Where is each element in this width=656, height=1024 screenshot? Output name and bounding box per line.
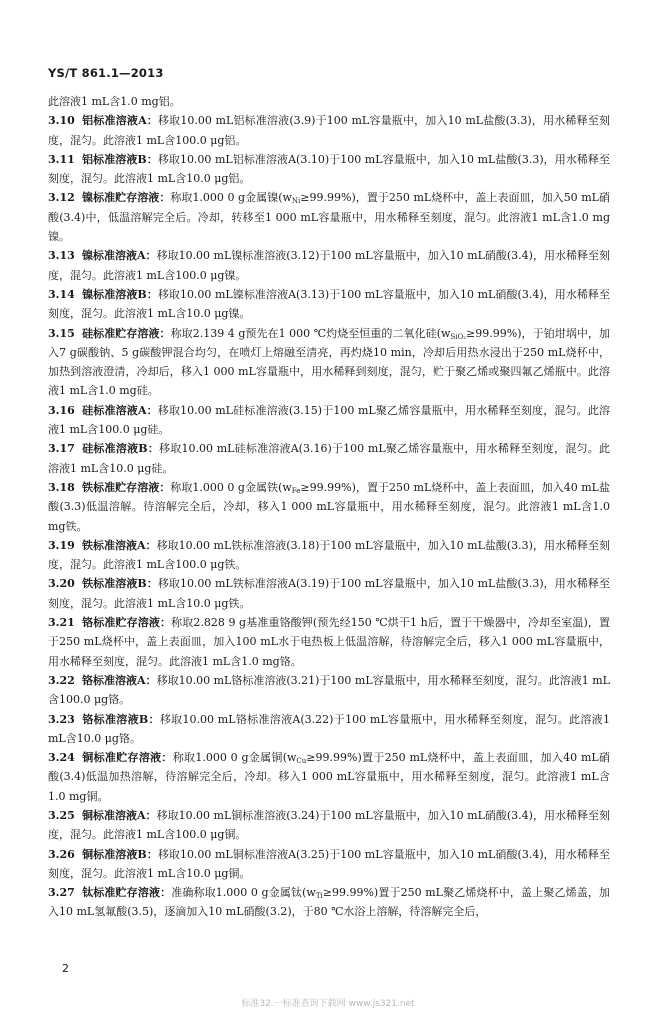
- clause-text: 移取10.00 mL铁标准溶液A(3.19)于100 mL容量瓶中，加入10 mL盐酸(3.3)，用水稀释至刻度，混匀。此溶液1 mL含10.0 μg铁。: [48, 577, 610, 610]
- watermark-footer: 标准32.一标准查询下载网 www.js321.net: [241, 999, 415, 1009]
- clause-paragraph: [48, 613, 610, 671]
- clause-text: 移取10.00 mL铜标准溶液A(3.25)于100 mL容量瓶中，加入10 mL硝酸(3.4)，用水稀释至刻度，混匀。此溶液1 mL含10.0 μg铜。: [48, 847, 610, 880]
- clause-term: 铁标准溶液B：: [82, 577, 158, 591]
- clause-text: 移取10.00 mL铁标准溶液(3.18)于100 mL容量瓶中，加入10 mL盐酸(3.3)，用水稀释至刻度，混匀。此溶液1 mL含100.0 μg铁。: [48, 538, 610, 572]
- element-subscript: SiO₂: [450, 332, 467, 341]
- element-subscript: Cu: [296, 757, 307, 766]
- clause-number: 3.21: [48, 616, 75, 630]
- clause-number: 3.22: [48, 673, 75, 687]
- clause-term: 铬标准溶液B：: [82, 712, 160, 726]
- clause-number: 3.16: [48, 403, 75, 417]
- clause-term: 镍标准溶液B：: [82, 287, 158, 301]
- clause-term: 铜标准贮存溶液：: [82, 751, 173, 765]
- clause-number: 3.11: [48, 152, 75, 166]
- clause-text: 移取10.00 mL硅标准溶液A(3.16)于100 mL聚乙烯容量瓶中，用水稀释至刻度，混匀。此溶液1 mL含10.0 μg硅。: [48, 442, 610, 475]
- clause-number: 3.26: [48, 847, 75, 861]
- clause-paragraph: [48, 671, 610, 710]
- clause-text: 移取10.00 mL铝标准溶液(3.9)于100 mL容量瓶中，加入10 mL盐酸(3.3)，用水稀释至刻度，混匀。此溶液1 mL含100.0 μg铝。: [48, 114, 610, 147]
- clause-term: 铜标准溶液A：: [82, 808, 157, 822]
- clause-text-pre: 称取1.000 0 g金属镍(w: [170, 191, 292, 205]
- document-body: [48, 92, 610, 922]
- clause-text: 移取10.00 mL硅标准溶液(3.15)于100 mL聚乙烯容量瓶中，用水稀释至刻度，混匀。此溶液1 mL含100.0 μg硅。: [48, 403, 610, 437]
- clause-paragraph: [48, 246, 610, 285]
- clause-paragraph: [48, 574, 610, 613]
- clause-text-pre: 称取1.000 0 g金属铜(w: [172, 751, 297, 765]
- element-subscript: Fe: [291, 486, 301, 495]
- clause-term: 铁标准贮存溶液：: [82, 480, 171, 494]
- clause-paragraph: [48, 188, 610, 246]
- clause-text: ≥99.99%)，于铂坩埚中，加入7 g碳酸钠、5 g碳酸钾混合均匀，在喷灯上熔融至清亮，再灼烧10 min，冷却后用热水浸出于250 mL烧杯中，加热到溶液澄清，冷却后，移入1 000 mL容量瓶中，用水稀释到刻度，混匀，贮于聚乙烯或聚四氟乙烯瓶中。此溶液1 mL含1.0 mg硅。: [48, 326, 611, 398]
- clause-paragraph: [48, 401, 610, 440]
- clause-text: 移取10.00 mL镍标准溶液A(3.13)于100 mL容量瓶中，加入10 mL硝酸(3.4)，用水稀释至刻度，混匀。此溶液1 mL含10.0 μg镍。: [48, 287, 610, 321]
- clause-text: 移取10.00 mL铬标准溶液(3.21)于100 mL容量瓶中，用水稀释至刻度，混匀。此溶液1 mL含100.0 μg铬。: [48, 673, 610, 707]
- clause-term: 铬标准溶液A：: [82, 673, 157, 687]
- clause-number: 3.15: [48, 326, 75, 340]
- clause-term: 镍标准贮存溶液：: [82, 191, 171, 205]
- clause-text: 此溶液1 mL含1.0 mg铝。: [48, 95, 181, 108]
- clause-term: 硅标准贮存溶液：: [82, 326, 171, 340]
- clause-paragraph: [48, 285, 610, 324]
- clause-term: 铁标准溶液A：: [82, 538, 157, 552]
- clause-term: 铝标准溶液B：: [82, 152, 158, 166]
- clause-paragraph: [48, 150, 610, 189]
- clause-text: 移取10.00 mL铜标准溶液(3.24)于100 mL容量瓶中，加入10 mL硝酸(3.4)，用水稀释至刻度，混匀。此溶液1 mL含100.0 μg铜。: [48, 808, 610, 842]
- clause-paragraph: [48, 883, 610, 922]
- clause-term: 铝标准溶液A：: [82, 114, 158, 128]
- clause-term: 硅标准溶液A：: [82, 403, 158, 417]
- clause-number: 3.20: [48, 577, 75, 591]
- clause-text: ≥99.99%)，置于250 mL烧杯中，盖上表面皿，加入50 mL硝酸(3.4)中，低温溶解完全后。冷却，转移至1 000 mL容量瓶中，用水稀释至刻度，混匀。此溶液1 mL含1.0 mg镍。: [48, 191, 610, 244]
- clause-text: ≥99.99%)置于250 mL聚乙烯烧杯中，盖上聚乙烯盖，加入10 mL氢氟酸(3.5)，逐滴加入10 mL硝酸(3.2)，于80 ℃水浴上溶解，待溶解完全后，: [48, 886, 611, 919]
- clause-paragraph: [48, 439, 610, 478]
- page-number: 2: [62, 962, 69, 975]
- clause-number: 3.25: [48, 808, 75, 822]
- clause-term: 硅标准溶液B：: [82, 442, 160, 456]
- clause-paragraph: [48, 324, 610, 401]
- clause-paragraph: [48, 478, 610, 536]
- clause-paragraph: [48, 111, 610, 150]
- clause-text: ≥99.99%)置于250 mL烧杯中，盖上表面皿，加入40 mL硝酸(3.4)低温加热溶解，待溶解完全后，冷却。移入1 000 mL容量瓶中，用水稀释至刻度，混匀。此溶液1 mL含1.0 mg铜。: [48, 751, 610, 803]
- clause-term: 镍标准溶液A：: [82, 249, 157, 263]
- clause-text: ≥99.99%)，置于250 mL烧杯中，盖上表面皿，加入40 mL盐酸(3.3)低温溶解。待溶解完全后，冷却，移入1 000 mL容量瓶中，用水稀释至刻度，混匀。此溶液1 mL含1.0 mg铁。: [48, 480, 610, 533]
- standard-code-header: YS/T 861.1—2013: [48, 66, 164, 80]
- clause-number: 3.18: [48, 480, 75, 494]
- clause-number: 3.12: [48, 191, 75, 205]
- clause-paragraph: [48, 710, 610, 749]
- clause-text: 移取10.00 mL铝标准溶液A(3.10)于100 mL容量瓶中，加入10 mL盐酸(3.3)，用水稀释至刻度，混匀。此溶液1 mL含10.0 μg铝。: [48, 152, 610, 186]
- clause-paragraph: [48, 536, 610, 575]
- clause-text-pre: 准确称取1.000 0 g金属钛(w: [171, 886, 316, 900]
- clause-paragraph: [48, 845, 610, 884]
- clause-number: 3.23: [48, 712, 75, 726]
- clause-term: 铬标准贮存溶液：: [82, 616, 172, 630]
- element-subscript: Ti: [315, 892, 323, 901]
- clause-text: 移取10.00 mL铬标准溶液A(3.22)于100 mL容量瓶中，用水稀释至刻度，混匀。此溶液1 mL含10.0 μg铬。: [48, 712, 610, 745]
- clause-number: 3.27: [48, 886, 75, 900]
- clause-paragraph: [48, 748, 610, 806]
- clause-number: 3.10: [48, 114, 75, 128]
- clause-paragraph: [48, 806, 610, 845]
- clause-number: 3.13: [48, 249, 75, 263]
- clause-text: 移取10.00 mL镍标准溶液(3.12)于100 mL容量瓶中，加入10 mL硝酸(3.4)，用水稀释至刻度，混匀。此溶液1 mL含100.0 μg镍。: [48, 249, 610, 282]
- clause-term: 钛标准贮存溶液：: [82, 886, 172, 900]
- clause-paragraph: [48, 92, 610, 111]
- element-subscript: Ni: [291, 197, 301, 206]
- clause-number: 3.19: [48, 538, 75, 552]
- clause-text: 称取2.828 9 g基准重铬酸钾(预先经150 ℃烘干1 h后，置于干燥器中，冷却至室温)，置于250 mL烧杯中，盖上表面皿，加入100 mL水于电热板上低温溶解，待溶解完全后，移入1 000 mL容量瓶中，用水稀释至刻度，混匀。此溶液1 mL含1.0 mg铬。: [48, 616, 611, 668]
- clause-term: 铜标准溶液B：: [82, 847, 158, 861]
- clause-text-pre: 称取2.139 4 g预先在1 000 ℃灼烧至恒重的二氧化硅(w: [170, 326, 451, 340]
- clause-text-pre: 称取1.000 0 g金属铁(w: [170, 480, 292, 494]
- clause-number: 3.24: [48, 751, 75, 765]
- clause-number: 3.17: [48, 442, 75, 456]
- clause-number: 3.14: [48, 287, 75, 301]
